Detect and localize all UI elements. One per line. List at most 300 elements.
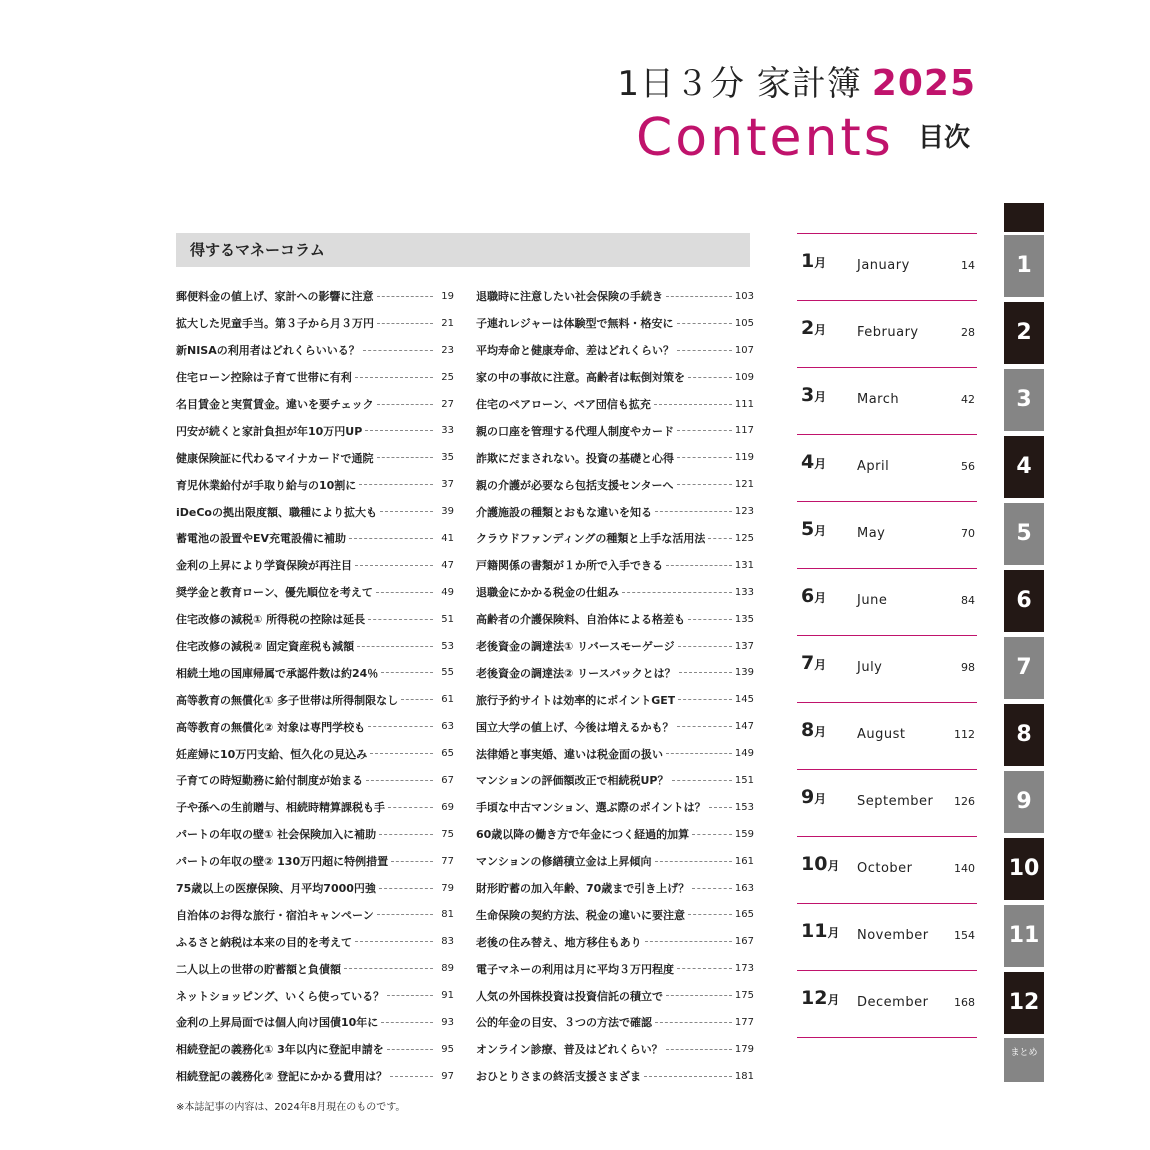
article-page: 105 — [734, 317, 754, 329]
article-title: 二人以上の世帯の貯蓄額と負債額 — [176, 962, 341, 976]
month-english: June — [857, 593, 888, 608]
article-entry[interactable] — [476, 928, 754, 955]
article-entry[interactable] — [476, 767, 754, 794]
leader-dots — [678, 646, 732, 647]
article-page: 181 — [734, 1070, 754, 1082]
leader-dots — [709, 807, 732, 808]
leader-dots — [387, 1049, 433, 1050]
article-page: 83 — [441, 936, 454, 948]
article-page: 97 — [441, 1070, 454, 1082]
article-title: 高等教育の無償化② 対象は専門学校も — [176, 720, 366, 734]
leader-dots — [692, 888, 732, 889]
month-unit: 月 — [827, 993, 840, 1007]
month-english: August — [857, 727, 906, 742]
article-page: 69 — [441, 801, 454, 813]
month-unit: 月 — [814, 524, 827, 538]
article-title: パートの年収の壁① 社会保険加入に補助 — [176, 828, 377, 842]
leader-dots — [363, 350, 433, 351]
month-page: 84 — [961, 594, 975, 607]
article-entry[interactable] — [476, 310, 754, 337]
article-page: 177 — [734, 1016, 754, 1028]
leader-dots — [377, 457, 433, 458]
article-entry[interactable] — [176, 713, 454, 740]
month-page: 154 — [954, 929, 975, 942]
article-page: 147 — [734, 721, 754, 733]
article-title: 75歳以上の医療保険、月平均7000円強 — [176, 882, 376, 896]
article-title: 住宅改修の減税② 固定資産税も減額 — [176, 640, 355, 654]
article-page: 63 — [441, 721, 454, 733]
article-entry[interactable] — [176, 283, 454, 310]
article-title: 家の中の事故に注意。高齢者は転倒対策を — [476, 371, 685, 385]
month-page: 98 — [961, 661, 975, 674]
month-number-value: 7 — [801, 652, 815, 674]
leader-dots — [688, 914, 732, 915]
leader-dots — [678, 699, 732, 700]
month-unit: 月 — [827, 926, 840, 940]
article-entry[interactable] — [476, 525, 754, 552]
leader-dots — [380, 511, 433, 512]
article-page: 111 — [734, 398, 754, 410]
article-entry[interactable] — [176, 337, 454, 364]
article-title: 60歳以降の働き方で年金につく経過的加算 — [476, 828, 690, 842]
leader-dots — [349, 538, 433, 539]
article-entry[interactable] — [476, 444, 754, 471]
article-page: 109 — [734, 371, 754, 383]
article-entry[interactable] — [476, 606, 754, 633]
leader-dots — [677, 430, 732, 431]
article-entry[interactable] — [176, 391, 454, 418]
leader-dots — [388, 807, 433, 808]
article-title: パートの年収の壁② 130万円超に特例措置 — [176, 855, 389, 869]
month-number — [801, 987, 839, 1009]
article-page: 61 — [441, 694, 454, 706]
month-english: January — [857, 258, 910, 273]
month-tab-3[interactable]: 3 — [1004, 369, 1044, 431]
leader-dots — [672, 780, 732, 781]
article-page: 107 — [734, 344, 754, 356]
book-title-text: 1日３分 家計簿 — [617, 64, 862, 104]
month-page: 168 — [954, 996, 975, 1009]
month-row-december[interactable] — [797, 970, 977, 1038]
month-english: February — [857, 325, 919, 340]
month-page: 56 — [961, 460, 975, 473]
article-entry[interactable] — [176, 498, 454, 525]
month-tab-11[interactable]: 11 — [1004, 905, 1044, 967]
tab-summary[interactable]: まとめ — [1004, 1038, 1044, 1082]
month-english: July — [857, 660, 883, 675]
month-row-september[interactable] — [797, 769, 977, 837]
leader-dots — [359, 484, 433, 485]
article-page: 93 — [441, 1016, 454, 1028]
article-entry[interactable] — [476, 659, 754, 686]
month-number-value: 11 — [801, 920, 828, 942]
leader-dots — [368, 726, 433, 727]
article-title: 金利の上昇局面では個人向け国債10年に — [176, 1016, 379, 1030]
month-row-august[interactable] — [797, 702, 977, 770]
article-page: 123 — [734, 506, 754, 518]
article-entry[interactable] — [476, 471, 754, 498]
month-number — [801, 451, 826, 473]
article-page: 159 — [734, 828, 754, 840]
article-entry[interactable] — [476, 686, 754, 713]
article-title: 相続土地の国庫帰属で承認件数は約24％ — [176, 666, 379, 680]
leader-dots — [355, 941, 433, 942]
month-row-may[interactable] — [797, 501, 977, 569]
article-title: 住宅ローン控除は子育て世帯に有利 — [176, 371, 352, 385]
article-entry[interactable] — [176, 606, 454, 633]
leader-dots — [377, 296, 433, 297]
month-number-value: 1 — [801, 250, 815, 272]
article-entry[interactable] — [176, 1063, 454, 1090]
article-entry[interactable] — [476, 794, 754, 821]
leader-dots — [677, 726, 732, 727]
article-page: 37 — [441, 479, 454, 491]
leader-dots — [655, 861, 732, 862]
article-entry[interactable] — [476, 498, 754, 525]
month-unit: 月 — [814, 457, 827, 471]
leader-dots — [379, 888, 433, 889]
article-entry[interactable] — [176, 982, 454, 1009]
article-entry[interactable] — [176, 633, 454, 660]
month-unit: 月 — [827, 859, 840, 873]
article-title: おひとりさまの終活支援さまざま — [476, 1070, 641, 1084]
article-entry[interactable] — [476, 417, 754, 444]
article-entry[interactable] — [176, 417, 454, 444]
article-page: 55 — [441, 667, 454, 679]
article-page: 145 — [734, 694, 754, 706]
article-entry[interactable] — [176, 794, 454, 821]
article-title: 育児休業給付が手取り給与の10割に — [176, 478, 357, 492]
article-page: 53 — [441, 640, 454, 652]
month-row-january[interactable] — [797, 233, 977, 301]
article-title: 生命保険の契約方法、税金の違いに要注意 — [476, 908, 685, 922]
month-tab-4[interactable]: 4 — [1004, 436, 1044, 498]
article-title: ふるさと納税は本来の目的を考えて — [176, 935, 352, 949]
month-number-value: 5 — [801, 518, 815, 540]
article-entry[interactable] — [176, 901, 454, 928]
article-title: 公的年金の目安、３つの方法で確認 — [476, 1016, 652, 1030]
leader-dots — [368, 619, 433, 620]
article-entry[interactable] — [176, 364, 454, 391]
month-row-november[interactable] — [797, 903, 977, 971]
month-unit: 月 — [814, 390, 827, 404]
leader-dots — [677, 350, 732, 351]
month-tab-7[interactable]: 7 — [1004, 637, 1044, 699]
article-entry[interactable] — [476, 391, 754, 418]
article-entry[interactable] — [176, 1009, 454, 1036]
leader-dots — [666, 565, 732, 566]
month-tab-6[interactable]: 6 — [1004, 570, 1044, 632]
article-list-left — [176, 283, 454, 1090]
leader-dots — [666, 753, 732, 754]
tab-top-cap — [1004, 203, 1044, 232]
article-page: 25 — [441, 371, 454, 383]
article-title: 蓄電池の設置やEV充電設備に補助 — [176, 532, 347, 546]
leader-dots — [666, 1049, 732, 1050]
month-tab-1[interactable]: 1 — [1004, 235, 1044, 297]
article-title: 高等教育の無償化① 多子世帯は所得制限なし — [176, 693, 399, 707]
article-title: 奨学金と教育ローン、優先順位を考えて — [176, 586, 373, 600]
leader-dots — [357, 646, 433, 647]
leader-dots — [655, 1022, 732, 1023]
month-english: April — [857, 459, 890, 474]
article-page: 67 — [441, 774, 454, 786]
month-row-october[interactable] — [797, 836, 977, 904]
article-page: 137 — [734, 640, 754, 652]
month-number — [801, 652, 826, 674]
article-page: 163 — [734, 882, 754, 894]
leader-dots — [344, 968, 433, 969]
article-page: 167 — [734, 936, 754, 948]
leader-dots — [391, 861, 433, 862]
month-tab-9[interactable]: 9 — [1004, 771, 1044, 833]
article-entry[interactable] — [476, 364, 754, 391]
article-page: 77 — [441, 855, 454, 867]
month-page: 126 — [954, 795, 975, 808]
article-entry[interactable] — [176, 525, 454, 552]
article-entry[interactable] — [176, 579, 454, 606]
month-number-value: 12 — [801, 987, 828, 1009]
month-english: December — [857, 995, 929, 1010]
article-title: 相続登記の義務化② 登記にかかる費用は？ — [176, 1070, 388, 1084]
leader-dots — [644, 1076, 732, 1077]
article-page: 23 — [441, 344, 454, 356]
month-number — [801, 384, 826, 406]
month-row-june[interactable] — [797, 568, 977, 636]
article-title: 拡大した児童手当。第３子から月３万円 — [176, 317, 374, 331]
article-entry[interactable] — [476, 955, 754, 982]
article-entry[interactable] — [176, 875, 454, 902]
article-page: 49 — [441, 586, 454, 598]
article-page: 19 — [441, 290, 454, 302]
article-title: 詐欺にだまされない。投資の基礎と心得 — [476, 451, 674, 465]
month-number — [801, 518, 826, 540]
leader-dots — [377, 914, 433, 915]
leader-dots — [377, 404, 433, 405]
article-page: 81 — [441, 909, 454, 921]
month-number — [801, 719, 826, 741]
article-title: 退職金にかかる税金の仕組み — [476, 586, 619, 600]
article-page: 175 — [734, 990, 754, 1002]
article-title: 子育ての時短勤務に給付制度が始まる — [176, 774, 363, 788]
leader-dots — [677, 968, 732, 969]
article-page: 139 — [734, 667, 754, 679]
article-entry[interactable] — [476, 740, 754, 767]
article-page: 79 — [441, 882, 454, 894]
article-title: 介護施設の種類とおもな違いを知る — [476, 505, 652, 519]
leader-dots — [622, 592, 732, 593]
article-title: 相続登記の義務化① 3年以内に登記申請を — [176, 1043, 384, 1057]
article-title: マンションの評価額改正で相続税UP？ — [476, 774, 669, 788]
article-page: 47 — [441, 559, 454, 571]
month-unit: 月 — [814, 792, 827, 806]
month-row-february[interactable] — [797, 300, 977, 368]
leader-dots — [655, 511, 732, 512]
leader-dots — [370, 753, 433, 754]
month-tab-10[interactable]: 10 — [1004, 838, 1044, 900]
article-entry[interactable] — [176, 552, 454, 579]
month-page: 140 — [954, 862, 975, 875]
article-page: 75 — [441, 828, 454, 840]
article-page: 65 — [441, 748, 454, 760]
month-page: 70 — [961, 527, 975, 540]
article-title: 電子マネーの利用は月に平均３万円程度 — [476, 962, 674, 976]
leader-dots — [376, 592, 433, 593]
leader-dots — [377, 323, 433, 324]
article-title: 親の口座を管理する代理人制度やカード — [476, 424, 674, 438]
article-entry[interactable] — [476, 633, 754, 660]
month-english: November — [857, 928, 929, 943]
article-entry[interactable] — [176, 686, 454, 713]
article-page: 51 — [441, 613, 454, 625]
article-page: 153 — [734, 801, 754, 813]
leader-dots — [688, 377, 732, 378]
month-tab-5[interactable]: 5 — [1004, 503, 1044, 565]
article-page: 149 — [734, 748, 754, 760]
article-list-right — [476, 283, 754, 1090]
article-entry[interactable] — [176, 848, 454, 875]
article-page: 135 — [734, 613, 754, 625]
month-number-value: 2 — [801, 317, 815, 339]
article-page: 33 — [441, 425, 454, 437]
leader-dots — [355, 377, 433, 378]
article-title: ネットショッピング、いくら使っている？ — [176, 989, 385, 1003]
article-entry[interactable] — [476, 875, 754, 902]
book-year: 2025 — [871, 63, 976, 104]
month-page: 28 — [961, 326, 975, 339]
article-entry[interactable] — [176, 1036, 454, 1063]
article-page: 89 — [441, 963, 454, 975]
article-title: 妊産婦に10万円支給、恒久化の見込み — [176, 747, 368, 761]
article-entry[interactable] — [476, 552, 754, 579]
month-number — [801, 585, 826, 607]
month-number-value: 8 — [801, 719, 815, 741]
article-title: マンションの修繕積立金は上昇傾向 — [476, 855, 652, 869]
month-row-march[interactable] — [797, 367, 977, 435]
article-entry[interactable] — [476, 982, 754, 1009]
month-tab-8[interactable]: 8 — [1004, 704, 1044, 766]
month-unit: 月 — [814, 658, 827, 672]
month-number — [801, 786, 826, 808]
article-entry[interactable] — [176, 928, 454, 955]
article-page: 165 — [734, 909, 754, 921]
article-title: 金利の上昇により学資保険が再注目 — [176, 559, 352, 573]
leader-dots — [654, 404, 732, 405]
article-page: 179 — [734, 1043, 754, 1055]
article-entry[interactable] — [476, 821, 754, 848]
article-page: 161 — [734, 855, 754, 867]
article-page: 151 — [734, 774, 754, 786]
article-title: 戸籍関係の書類が１か所で入手できる — [476, 559, 663, 573]
article-entry[interactable] — [476, 1036, 754, 1063]
leader-dots — [390, 1076, 433, 1077]
article-title: 郵便料金の値上げ、家計への影響に注意 — [176, 290, 374, 304]
leader-dots — [677, 484, 732, 485]
leader-dots — [381, 1022, 433, 1023]
article-page: 39 — [441, 506, 454, 518]
article-title: 手頃な中古マンション、選ぶ際のポイントは？ — [476, 801, 706, 815]
leader-dots — [365, 430, 433, 431]
article-title: 退職時に注意したい社会保険の手続き — [476, 290, 663, 304]
book-title — [600, 60, 976, 108]
month-tab-12[interactable]: 12 — [1004, 972, 1044, 1034]
article-entry[interactable] — [176, 659, 454, 686]
article-title: 旅行予約サイトは効率的にポイントGET — [476, 693, 676, 707]
article-page: 133 — [734, 586, 754, 598]
leader-dots — [666, 296, 732, 297]
article-title: 住宅のペアローン、ペア団信も拡充 — [476, 398, 651, 411]
article-title: オンライン診療、普及はどれくらい？ — [476, 1043, 663, 1057]
article-entry[interactable] — [476, 1063, 754, 1090]
article-entry[interactable] — [476, 848, 754, 875]
article-title: 老後資金の調達法① リバースモーゲージ — [476, 640, 675, 654]
article-entry[interactable] — [176, 444, 454, 471]
leader-dots — [645, 941, 732, 942]
month-page: 112 — [954, 728, 975, 741]
article-page: 125 — [734, 532, 754, 544]
leader-dots — [692, 834, 732, 835]
article-entry[interactable] — [476, 713, 754, 740]
month-english: March — [857, 392, 900, 407]
month-page: 42 — [961, 393, 975, 406]
article-entry[interactable] — [176, 471, 454, 498]
article-entry[interactable] — [476, 283, 754, 310]
leader-dots — [677, 323, 732, 324]
article-page: 35 — [441, 452, 454, 464]
article-entry[interactable] — [176, 767, 454, 794]
article-entry[interactable] — [176, 821, 454, 848]
month-unit: 月 — [814, 591, 827, 605]
article-title: 名目賃金と実質賃金。違いを要チェック — [176, 398, 374, 411]
month-english: May — [857, 526, 886, 541]
article-entry[interactable] — [176, 740, 454, 767]
article-page: 117 — [734, 425, 754, 437]
article-page: 41 — [441, 532, 454, 544]
article-entry[interactable] — [476, 901, 754, 928]
article-title: 円安が続くと家計負担が年10万円UP — [176, 424, 363, 438]
month-number — [801, 317, 826, 339]
money-column-heading: 得するマネーコラム — [176, 233, 750, 267]
leader-dots — [708, 538, 732, 539]
month-unit: 月 — [814, 256, 827, 270]
leader-dots — [677, 457, 732, 458]
month-english: September — [857, 794, 934, 809]
article-page: 95 — [441, 1043, 454, 1055]
article-title: iDeCoの拠出限度額、職種により拡大も — [176, 505, 377, 519]
month-number-value: 6 — [801, 585, 815, 607]
article-entry[interactable] — [476, 337, 754, 364]
article-page: 119 — [734, 452, 754, 464]
article-title: 人気の外国株投資は投資信託の積立で — [476, 989, 663, 1003]
article-entry[interactable] — [476, 1009, 754, 1036]
article-title: 新NISAの利用者はどれくらいいる？ — [176, 344, 360, 358]
leader-dots — [666, 995, 732, 996]
article-entry[interactable] — [176, 310, 454, 337]
mokuji-heading: 目次 — [918, 123, 971, 153]
article-page: 21 — [441, 317, 454, 329]
month-row-april[interactable] — [797, 434, 977, 502]
leader-dots — [679, 672, 732, 673]
month-number — [801, 853, 839, 875]
month-unit: 月 — [814, 323, 827, 337]
article-entry[interactable] — [476, 579, 754, 606]
article-title: 子や孫への生前贈与、相続時精算課税も手 — [176, 801, 385, 815]
article-title: 老後の住み替え、地方移住もあり — [476, 935, 642, 949]
article-page: 121 — [734, 479, 754, 491]
month-row-july[interactable] — [797, 635, 977, 703]
article-entry[interactable] — [176, 955, 454, 982]
month-tab-2[interactable]: 2 — [1004, 302, 1044, 364]
